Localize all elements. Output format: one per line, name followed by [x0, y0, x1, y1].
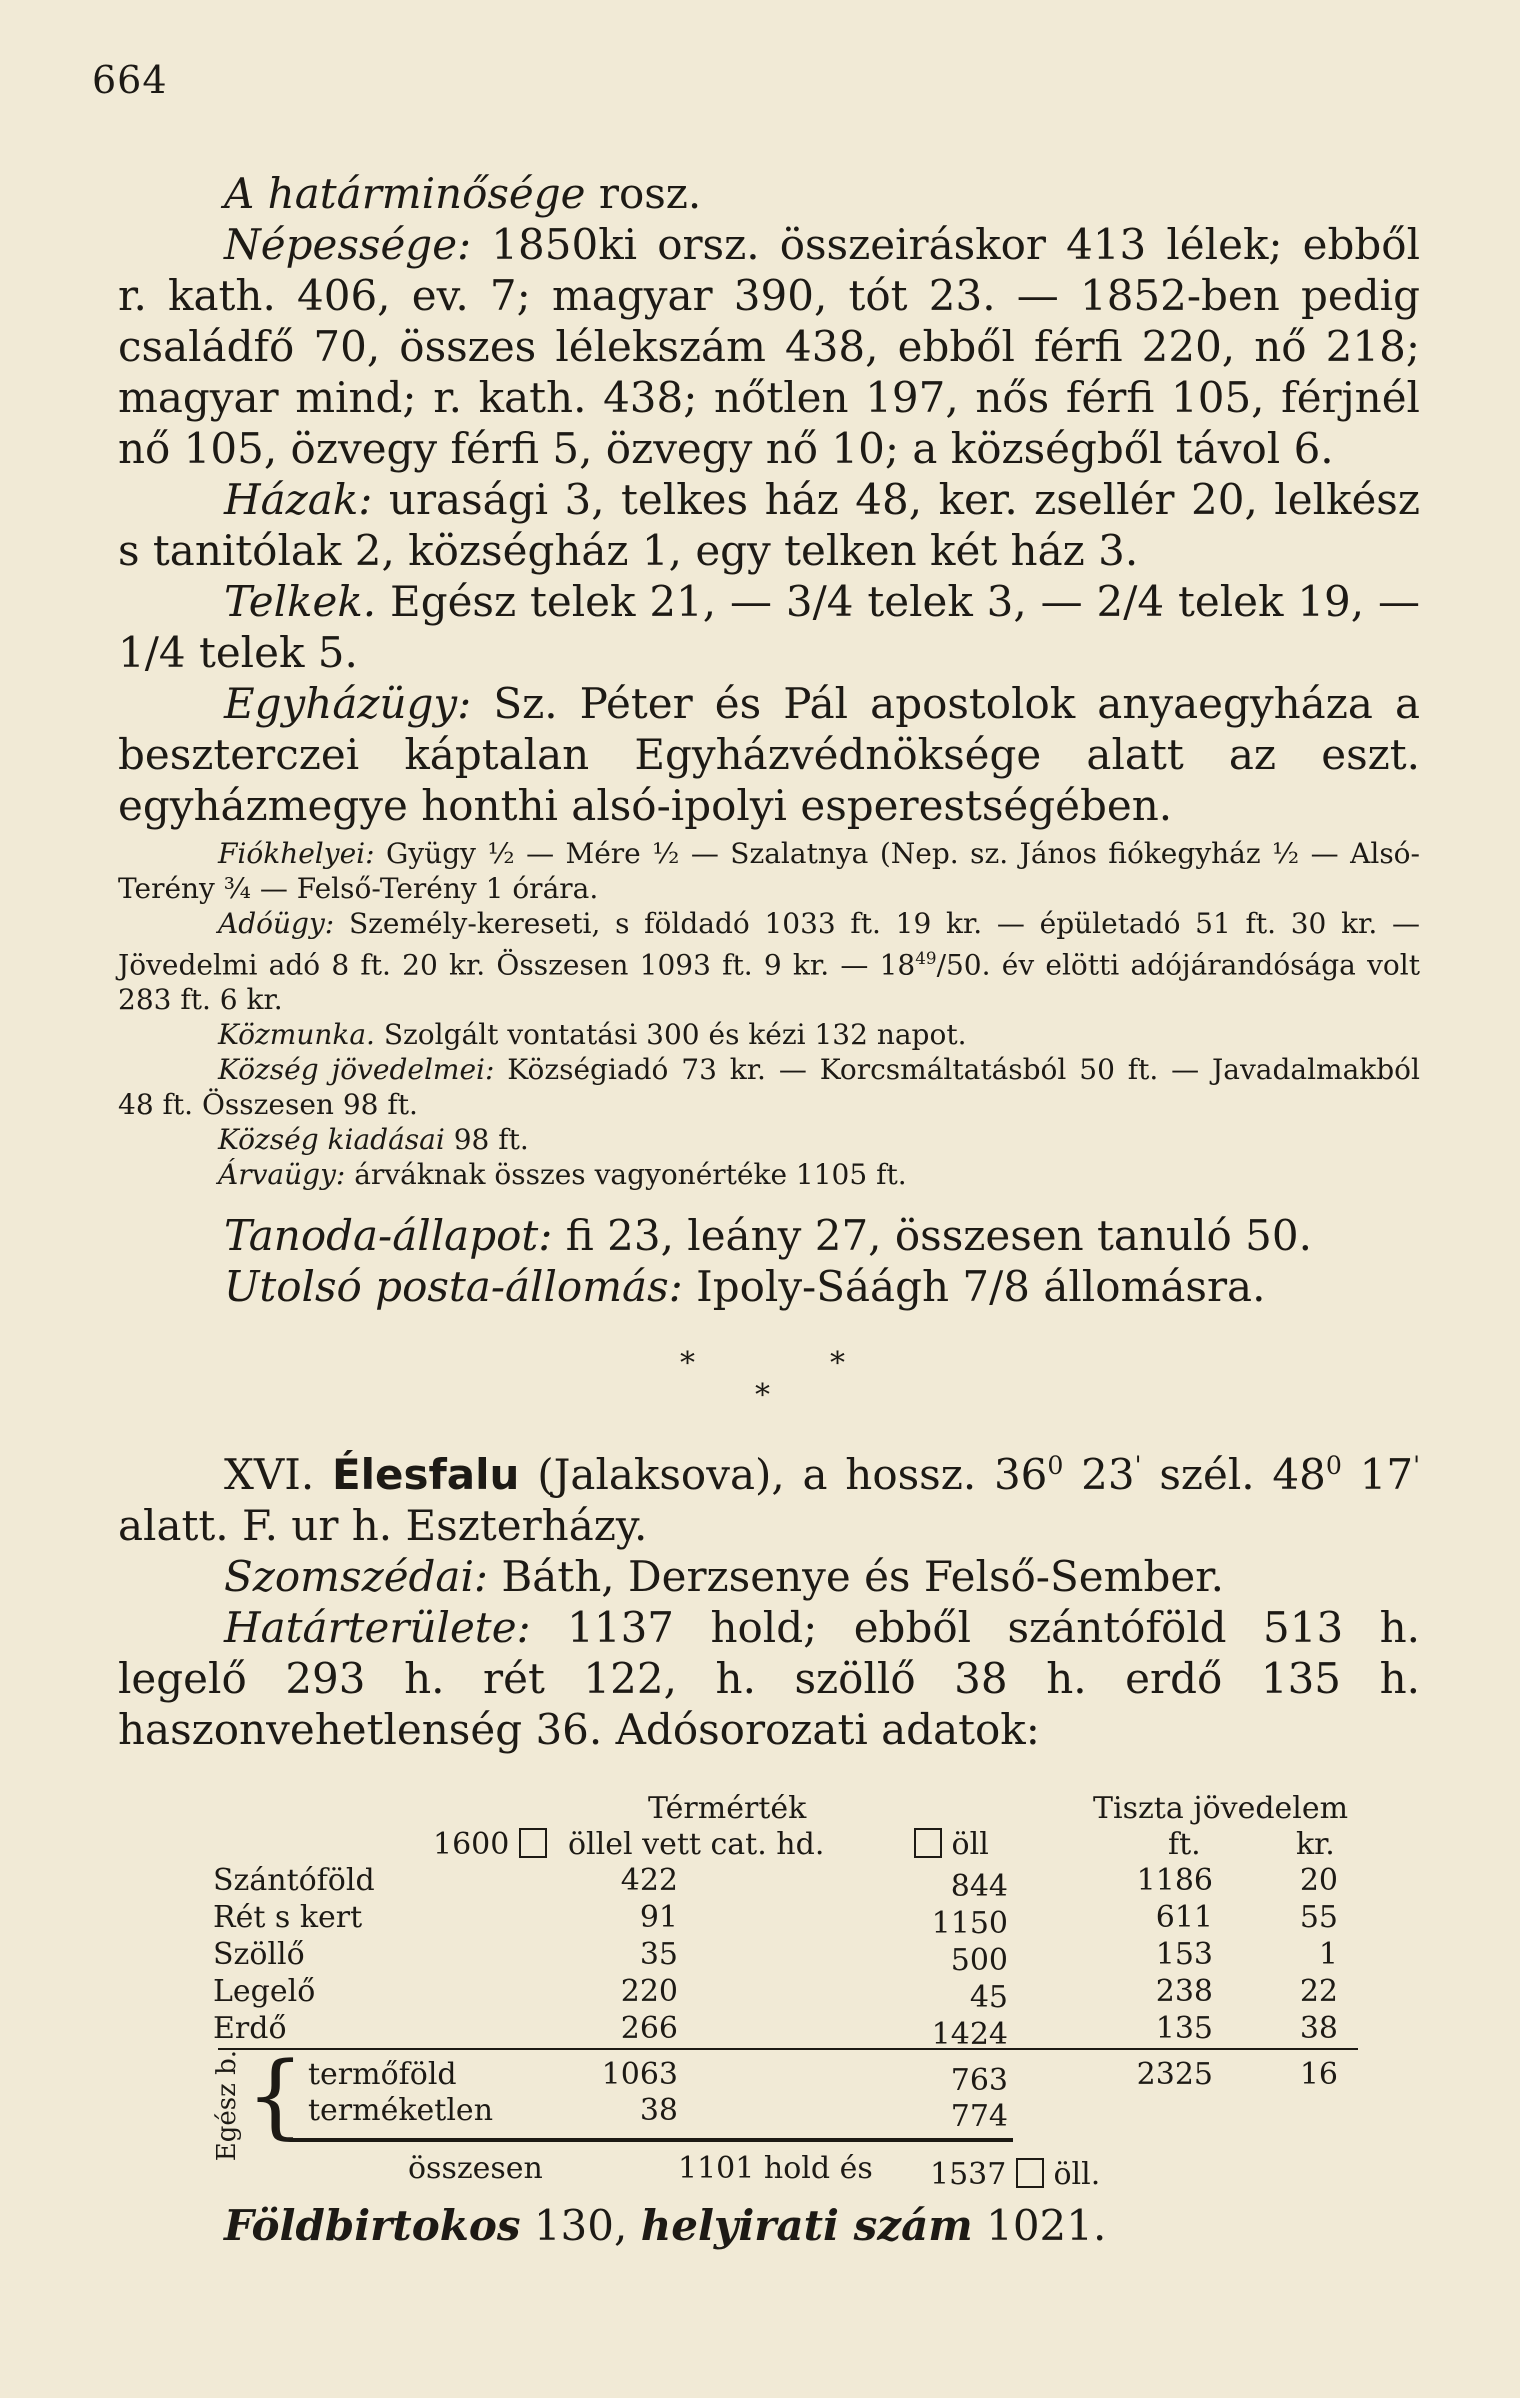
ossz-label: összesen — [408, 2151, 543, 2186]
egyhaz-text: Sz. Péter és Pál apostolok anyaegyháza a beszterczei káptalan Egyházvédnöksége alatt az eszt. egyházmegye honthi alsó-ipolyi esperestségében. — [118, 679, 1420, 830]
square-icon — [914, 1828, 942, 1858]
table-cell-ft: 238 — [1155, 1974, 1213, 2009]
egyhaz-label: Egyházügy: — [224, 679, 472, 728]
table-cell-hold: 422 — [620, 1863, 678, 1898]
foldbirtokos-text: 130, — [520, 2201, 641, 2250]
header-tiszta: Tiszta jövedelem — [1093, 1791, 1349, 1826]
arva-text: árváknak összes vagyonértéke 1105 ft. — [345, 1158, 907, 1192]
tanoda-label: Tanoda-állapot: — [224, 1211, 553, 1260]
deg-1: 0 — [1047, 1451, 1064, 1480]
telkek-text-a: Egész telek 21, — — [376, 577, 786, 626]
section-text-e: alatt. F. ur h. Eszterházy. — [118, 1501, 648, 1550]
section-heading — [118, 1440, 1420, 1551]
ado-paragraph — [118, 906, 1420, 1017]
posta-line — [118, 1261, 1420, 1312]
termo-kr: 16 — [1299, 2057, 1338, 2092]
star-icon: * — [755, 1378, 770, 1413]
nepesseg-text: 1850ki orsz. összeiráskor 413 lélek; ebből r. kath. 406, ev. 7; magyar 390, tót 23. — 1852-ben pedig családfő 70, összes lélekszám 438, ebből férfi 220, nő 218; magyar mind; r. kath. 438; nőtlen 197, nős férfi 105, férjnél nő 105, özvegy férfi 5, özvegy nő 10; a községből távol 6. — [118, 220, 1420, 473]
section-text-c: szél. 48 — [1141, 1450, 1326, 1499]
table-cell-oll: 500 — [950, 1943, 1008, 1978]
min-1: ' — [1134, 1451, 1142, 1480]
header-1600 — [433, 1826, 547, 1863]
telkek-frac-1: 3/4 — [785, 577, 854, 626]
header-oll-text: öll — [951, 1827, 989, 1862]
section-name: Élesfalu — [331, 1450, 520, 1499]
header-ft: ft. — [1168, 1827, 1201, 1862]
termo-oll: 763 — [950, 2063, 1008, 2098]
telkek-frac-3: 1/4 — [118, 628, 186, 677]
ado-sup: 49 — [915, 948, 937, 968]
table-cell-hold: 35 — [639, 1937, 678, 1972]
telkek-text-c: telek 19, — — [1164, 577, 1420, 626]
small-print — [118, 836, 1420, 1192]
table-cell-hold: 91 — [639, 1900, 678, 1935]
table-cell-kr: 55 — [1299, 1900, 1338, 1935]
hatar-label: A határminősége — [224, 169, 586, 218]
jovedelem-text: Községiadó 73 kr. — Korcsmáltatásból 50 ft. — Javadalmakból 48 ft. Összesen 98 ft. — [118, 1053, 1420, 1122]
hatarterulet-label: Határterülete: — [224, 1603, 531, 1652]
hatar-line — [118, 168, 1420, 219]
termek-oll: 774 — [950, 2099, 1008, 2134]
square-icon — [1016, 2158, 1044, 2188]
side-label: Egész b. — [212, 2050, 242, 2162]
page-number: 664 — [92, 58, 168, 102]
section-text-a: (Jalaksova), a hossz. 36 — [519, 1450, 1048, 1499]
kozmunka-paragraph — [118, 1017, 1420, 1052]
kiadas-text: 98 ft. — [444, 1123, 529, 1157]
fiok-label: Fiókhelyei: — [218, 837, 375, 870]
table-cell-kr: 20 — [1299, 1863, 1338, 1898]
ossz-oll — [930, 2156, 1100, 2193]
table-cell-oll: 1424 — [931, 2017, 1008, 2052]
jovedelem-label: Község jövedelmei: — [218, 1053, 495, 1087]
tanoda-line — [118, 1210, 1420, 1261]
footer-line-wrap — [118, 2200, 1420, 2251]
section-text-b: 23 — [1063, 1450, 1135, 1499]
table-rule-1 — [218, 2048, 1358, 2050]
table-cell-ft: 135 — [1155, 2011, 1213, 2046]
square-icon — [519, 1828, 547, 1858]
mid-text — [118, 1210, 1420, 1312]
szomszed-label: Szomszédai: — [224, 1552, 489, 1601]
star-icon: * — [680, 1346, 695, 1381]
posta-label: Utolsó posta-állomás: — [224, 1262, 683, 1311]
ossz-oll-unit: öll. — [1053, 2157, 1101, 2192]
table-cell-label: Erdő — [213, 2011, 287, 2046]
brace-icon: { — [246, 2042, 305, 2149]
table-cell-ft: 611 — [1155, 1900, 1213, 1935]
helyirati-text: 1021. — [972, 2201, 1107, 2250]
telkek-paragraph — [118, 576, 1420, 678]
fiok-text: Gyügy ½ — Mére ½ — Szalatnya (Nep. sz. János fiókegyház ½ — Alsó-Terény ¾ — Felső-Terény 1 órára. — [118, 837, 1420, 905]
table-cell-kr: 38 — [1299, 2011, 1338, 2046]
table-cell-label: Legelő — [213, 1974, 316, 2009]
kiadas-paragraph — [118, 1122, 1420, 1157]
szomszed-line — [118, 1551, 1420, 1602]
kiadas-label: Község kiadásai — [218, 1123, 445, 1157]
hatar-text: rosz. — [585, 169, 702, 218]
kozmunka-label: Közmunka. — [218, 1018, 375, 1052]
posta-text-b: állomásra. — [1029, 1262, 1266, 1311]
table-cell-oll: 844 — [950, 1869, 1008, 1904]
header-1600-text: 1600 — [433, 1827, 510, 1862]
kozmunka-text: Szolgált vontatási 300 és kézi 132 napot. — [374, 1018, 967, 1052]
header-kr: kr. — [1296, 1827, 1335, 1862]
telkek-text-d: telek 5. — [185, 628, 358, 677]
tanoda-text: fi 23, leány 27, összesen tanuló 50. — [552, 1211, 1312, 1260]
foldbirtokos-label: Földbirtokos — [224, 2201, 521, 2250]
table-cell-kr: 22 — [1299, 1974, 1338, 2009]
nepesseg-label: Népessége: — [224, 220, 472, 269]
ado-text-b: /50. év elötti adójárandósága volt 283 ft. 6 kr. — [118, 948, 1420, 1017]
fiok-paragraph — [118, 836, 1420, 906]
upper-text — [118, 168, 1420, 831]
ado-text-a: Személy-kereseti, s földadó 1033 ft. 19 kr. — épületadó 51 ft. 30 kr. — Jövedelmi adó 8 ft. 20 kr. Összesen 1093 ft. 9 kr. — 18 — [118, 907, 1420, 982]
telkek-label: Telkek. — [224, 577, 377, 626]
header-oll — [914, 1826, 989, 1863]
termek-label: terméketlen — [308, 2093, 494, 2128]
hazak-label: Házak: — [224, 475, 373, 524]
table-cell-label: Szöllő — [213, 1937, 305, 1972]
table-cell-hold: 266 — [620, 2011, 678, 2046]
table-cell-oll: 1150 — [931, 1906, 1008, 1941]
termek-hold: 38 — [639, 2093, 678, 2128]
hatarterulet-text: 1137 hold; ebből szántóföld 513 h. legelő 293 h. rét 122, h. szöllő 38 h. erdő 135 h. haszonvehetlenség 36. Adósorozati adatok: — [118, 1603, 1420, 1754]
telkek-text-b: telek 3, — — [853, 577, 1097, 626]
section-divider-stars — [660, 1346, 880, 1416]
hatarterulet-paragraph — [118, 1602, 1420, 1755]
min-2: ' — [1413, 1451, 1421, 1480]
table-cell-ft: 153 — [1155, 1937, 1213, 1972]
section-xvi — [118, 1440, 1420, 1755]
ossz-hold: 1101 hold és — [678, 2151, 873, 2186]
telkek-frac-2: 2/4 — [1096, 577, 1165, 626]
termo-ft: 2325 — [1136, 2057, 1213, 2092]
posta-text-a: Ipoly-Sáágh — [682, 1262, 963, 1311]
helyirati-label: helyirati szám — [640, 2201, 973, 2250]
header-termertek: Térmérték — [648, 1791, 807, 1826]
table-cell-oll: 45 — [969, 1980, 1008, 2015]
header-oll-cat: öllel vett cat. hd. — [568, 1827, 825, 1862]
termo-hold: 1063 — [601, 2057, 678, 2092]
table-cell-hold: 220 — [620, 1974, 678, 2009]
arva-paragraph — [118, 1157, 1420, 1192]
termo-label: termőföld — [308, 2057, 457, 2092]
ado-label: Adóügy: — [218, 907, 335, 940]
table-cell-kr: 1 — [1318, 1937, 1338, 1972]
table-rule-2 — [293, 2138, 1013, 2142]
table-cell-label: Rét s kert — [213, 1900, 363, 1935]
foldbirtokos-line — [118, 2200, 1420, 2251]
star-icon: * — [830, 1346, 845, 1381]
section-number: XVI. — [224, 1450, 315, 1499]
deg-2: 0 — [1325, 1451, 1342, 1480]
hazak-text: urasági 3, telkes ház 48, ker. zsellér 20, lelkész s tanitólak 2, községház 1, egy telken két ház 3. — [118, 475, 1420, 575]
ossz-oll-num: 1537 — [930, 2157, 1007, 2192]
szomszed-text: Báth, Derzsenye és Felső-Sember. — [488, 1552, 1225, 1601]
jovedelem-paragraph — [118, 1052, 1420, 1122]
table-cell-label: Szántóföld — [213, 1863, 375, 1898]
egyhaz-paragraph — [118, 678, 1420, 831]
section-text-d: 17 — [1341, 1450, 1414, 1499]
hazak-paragraph — [118, 474, 1420, 576]
arva-label: Árvaügy: — [218, 1158, 346, 1192]
nepesseg-paragraph — [118, 219, 1420, 474]
posta-frac: 7/8 — [962, 1262, 1030, 1311]
table-cell-ft: 1186 — [1136, 1863, 1213, 1898]
